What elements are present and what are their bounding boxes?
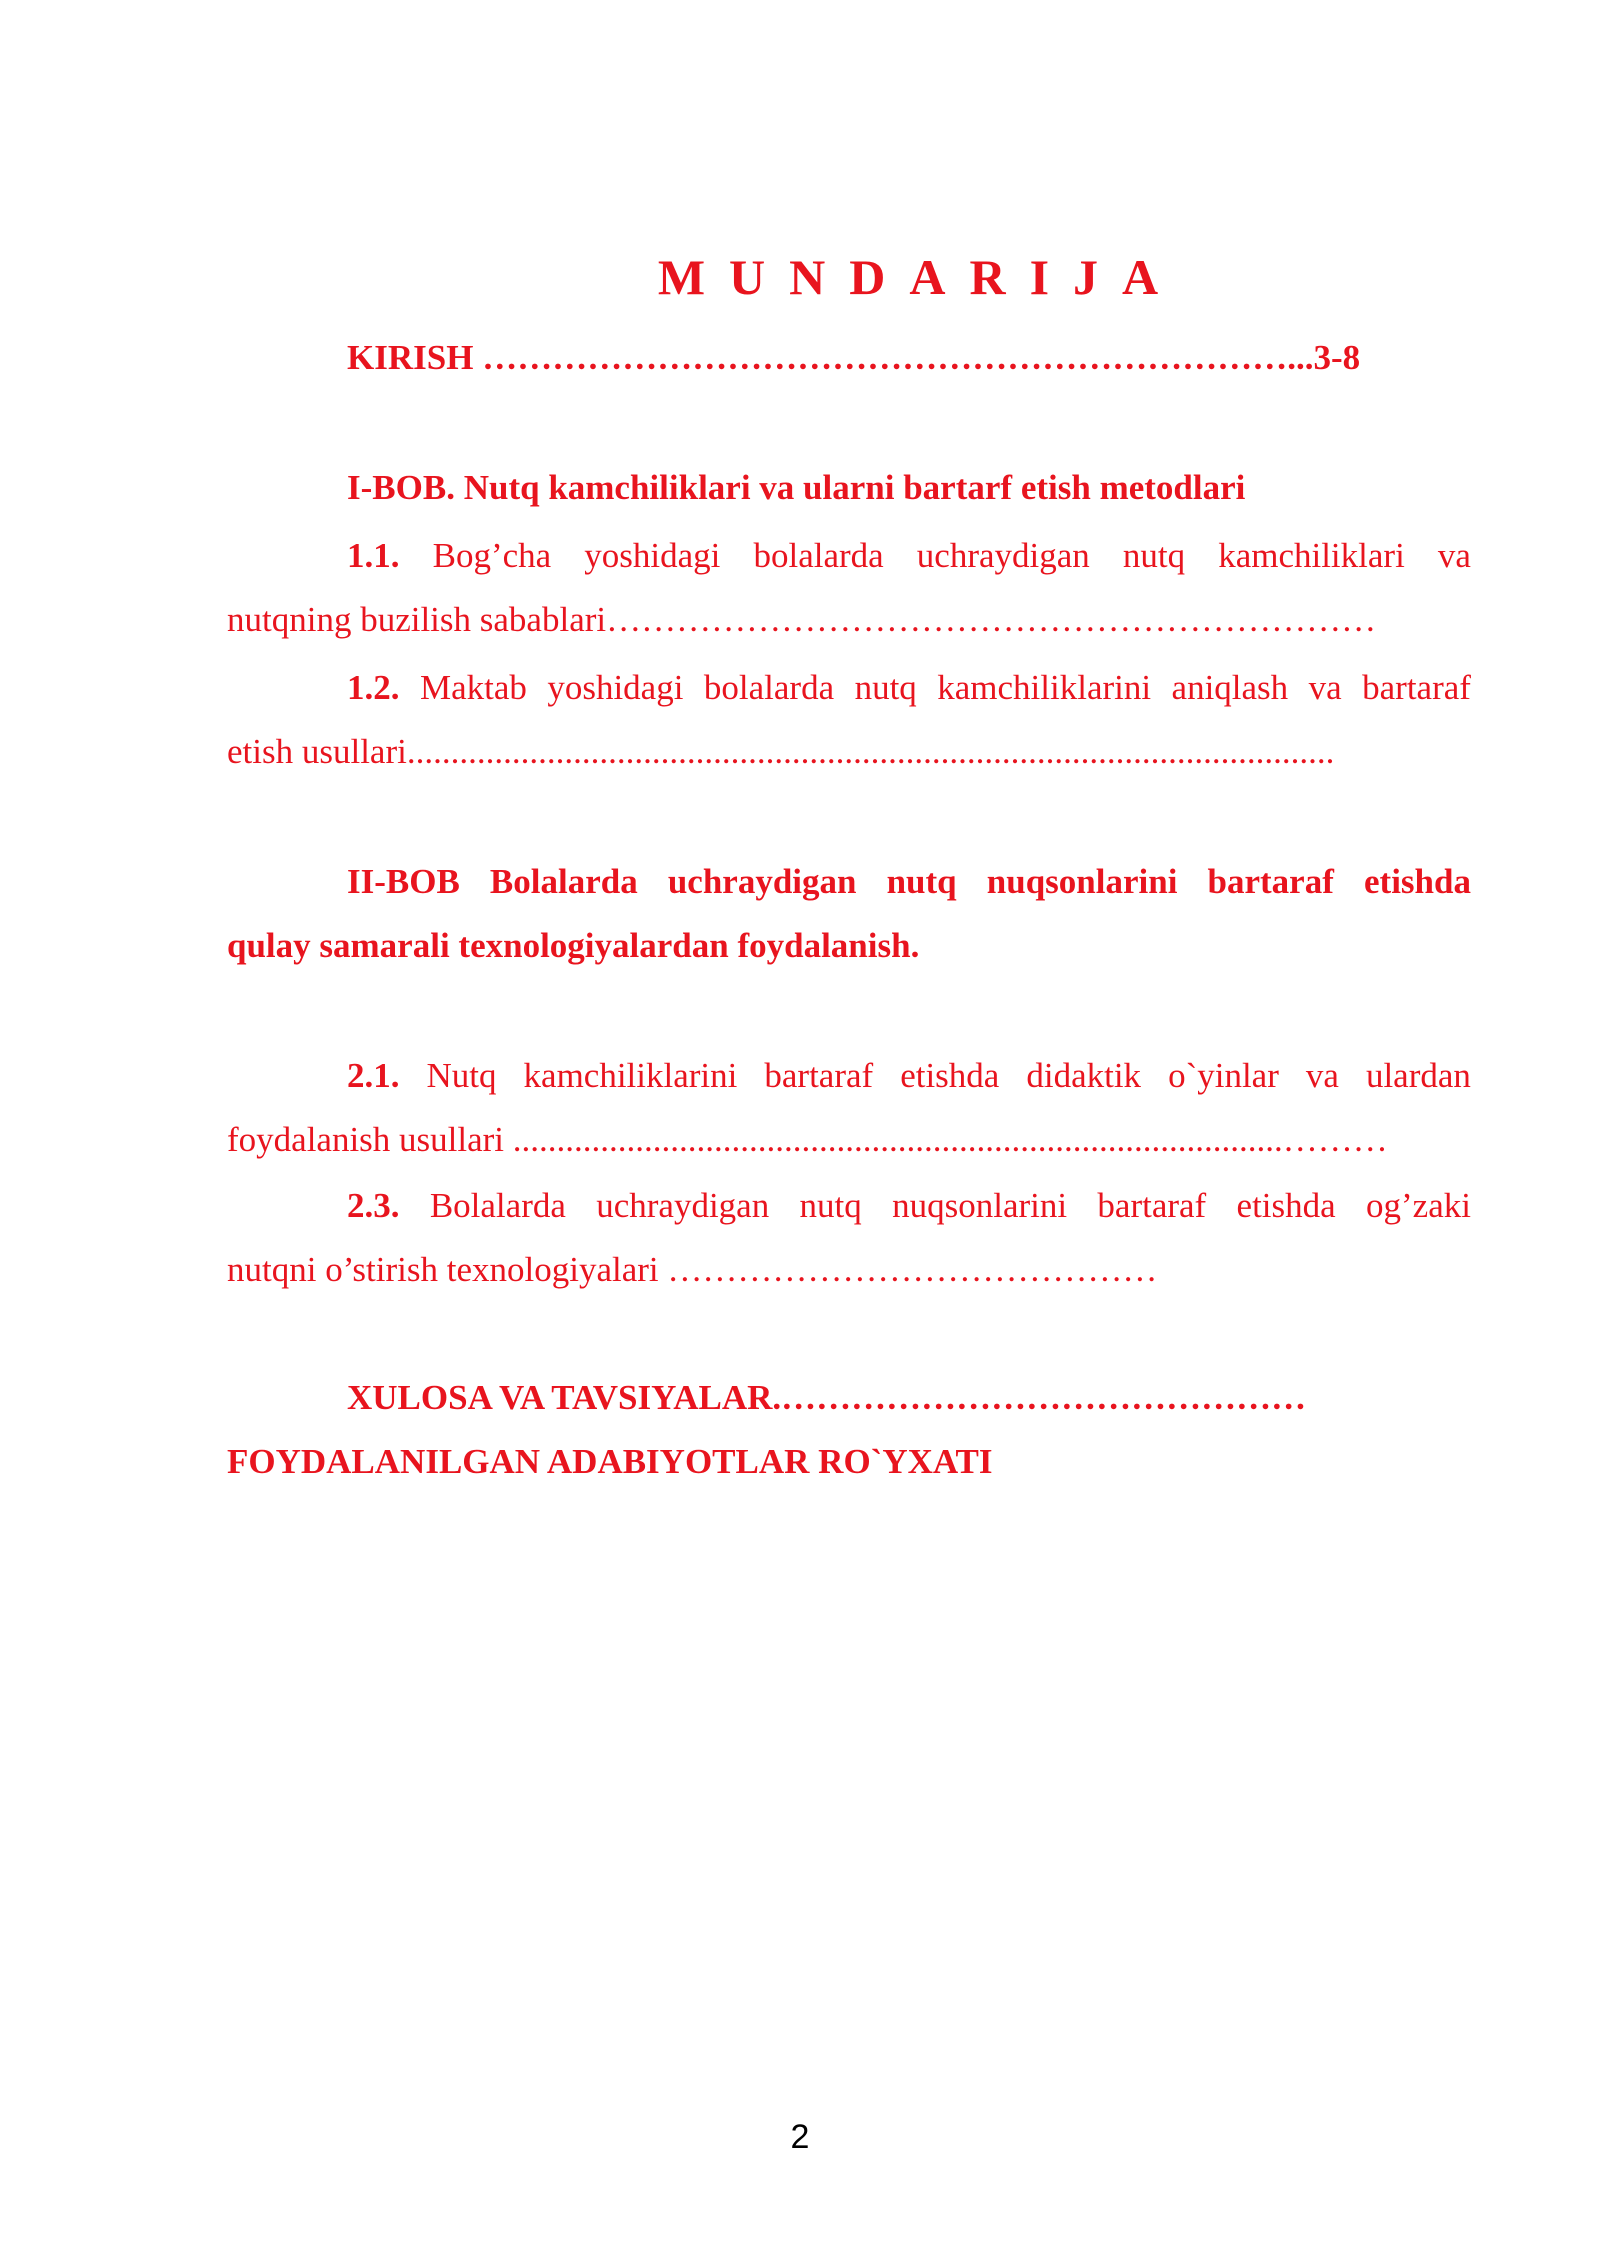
section-word: bartaraf — [1362, 668, 1471, 707]
section-word: og’zaki — [1366, 1186, 1471, 1225]
section-word: Nutq — [426, 1056, 497, 1095]
section-word: yoshidagi — [547, 668, 684, 707]
toc-section-2-1 — [347, 1056, 1471, 1096]
section-number: 1.1. — [347, 536, 400, 575]
section-word: nutq — [799, 1186, 862, 1225]
section-word: o`yinlar — [1168, 1056, 1279, 1095]
section-word: Bolalarda — [429, 1186, 566, 1225]
section-word: Maktab — [419, 668, 527, 707]
toc-section-1-1 — [347, 536, 1471, 576]
section-word: va — [1305, 1056, 1339, 1095]
toc-leader-dots: ……………………………………… — [781, 1378, 1307, 1417]
toc-entry-references — [227, 1442, 993, 1482]
toc-entry-conclusion — [347, 1378, 1306, 1418]
section-word: etishda — [900, 1056, 1000, 1095]
section-word: Bog’cha — [432, 536, 552, 575]
toc-chapter-1 — [347, 468, 1245, 508]
section-word: aniqlash — [1171, 668, 1289, 707]
section-number: 2.1. — [347, 1056, 400, 1095]
section-word: nutq — [1122, 536, 1186, 575]
chapter-word: uchraydigan — [667, 862, 857, 901]
section-title-cont: foydalanish usullari — [227, 1120, 513, 1159]
section-word: bolalarda — [703, 668, 835, 707]
page-number: 2 — [790, 2118, 810, 2156]
chapter-title: Nutq kamchiliklari va ularni bartarf etish metodlari — [454, 468, 1246, 507]
toc-leader-dots: ........................................................................................……… — [512, 1120, 1388, 1159]
chapter-word: bartaraf — [1207, 862, 1334, 901]
toc-leader-dots: ………………………………………………………… — [606, 600, 1377, 639]
section-word: kamchiliklarini — [937, 668, 1152, 707]
section-word: va — [1308, 668, 1342, 707]
toc-leader-dots: .......................................................................................................... — [406, 732, 1335, 771]
section-word: yoshidagi — [584, 536, 721, 575]
chapter-word: nutq — [886, 862, 957, 901]
toc-chapter-2 — [347, 862, 1471, 902]
toc-entry-kirish — [347, 338, 1360, 378]
section-word: bartaraf — [764, 1056, 874, 1095]
section-title-cont: nutqning buzilish sabablari — [227, 600, 607, 639]
section-title-cont: nutqni o’stirish texnologiyalari — [227, 1250, 668, 1289]
toc-label: FOYDALANILGAN ADABIYOTLAR RO`YXATI — [227, 1442, 993, 1481]
section-word: bartaraf — [1097, 1186, 1207, 1225]
section-word: kamchiliklarini — [523, 1056, 738, 1095]
toc-label: KIRISH — [347, 338, 483, 377]
section-title-cont: etish usullari — [227, 732, 407, 771]
chapter-prefix: I-BOB. — [347, 468, 455, 507]
toc-section-2-3-cont — [227, 1250, 1157, 1290]
toc-leader-dots: ……………………………………………………………... — [482, 338, 1314, 377]
section-number: 1.2. — [347, 668, 400, 707]
section-word: bolalarda — [753, 536, 884, 575]
section-number: 2.3. — [347, 1186, 400, 1225]
section-word: kamchiliklari — [1218, 536, 1405, 575]
chapter-word: II-BOB — [347, 862, 460, 901]
section-word: didaktik — [1026, 1056, 1142, 1095]
page-title: MUNDARIJA — [657, 249, 1183, 305]
chapter-word: etishda — [1364, 862, 1471, 901]
section-word: nuqsonlarini — [892, 1186, 1068, 1225]
toc-section-2-3 — [347, 1186, 1471, 1226]
toc-leader-dots: …………………………………… — [667, 1250, 1158, 1289]
toc-section-1-1-cont — [227, 600, 1376, 640]
toc-chapter-2-cont — [227, 926, 919, 966]
section-word: va — [1437, 536, 1471, 575]
section-word: nutq — [854, 668, 917, 707]
section-word: uchraydigan — [916, 536, 1090, 575]
chapter-title-cont: qulay samarali texnologiyalardan foydalanish. — [227, 926, 920, 965]
chapter-word: nuqsonlarini — [986, 862, 1178, 901]
chapter-word: Bolalarda — [489, 862, 638, 901]
toc-page-range: 3-8 — [1313, 338, 1361, 377]
section-word: uchraydigan — [596, 1186, 770, 1225]
toc-section-1-2-cont — [227, 732, 1334, 772]
toc-section-1-2 — [347, 668, 1471, 708]
toc-section-2-1-cont — [227, 1120, 1388, 1160]
section-word: etishda — [1236, 1186, 1336, 1225]
toc-label: XULOSA VA TAVSIYALAR. — [347, 1378, 782, 1417]
section-word: ulardan — [1365, 1056, 1471, 1095]
